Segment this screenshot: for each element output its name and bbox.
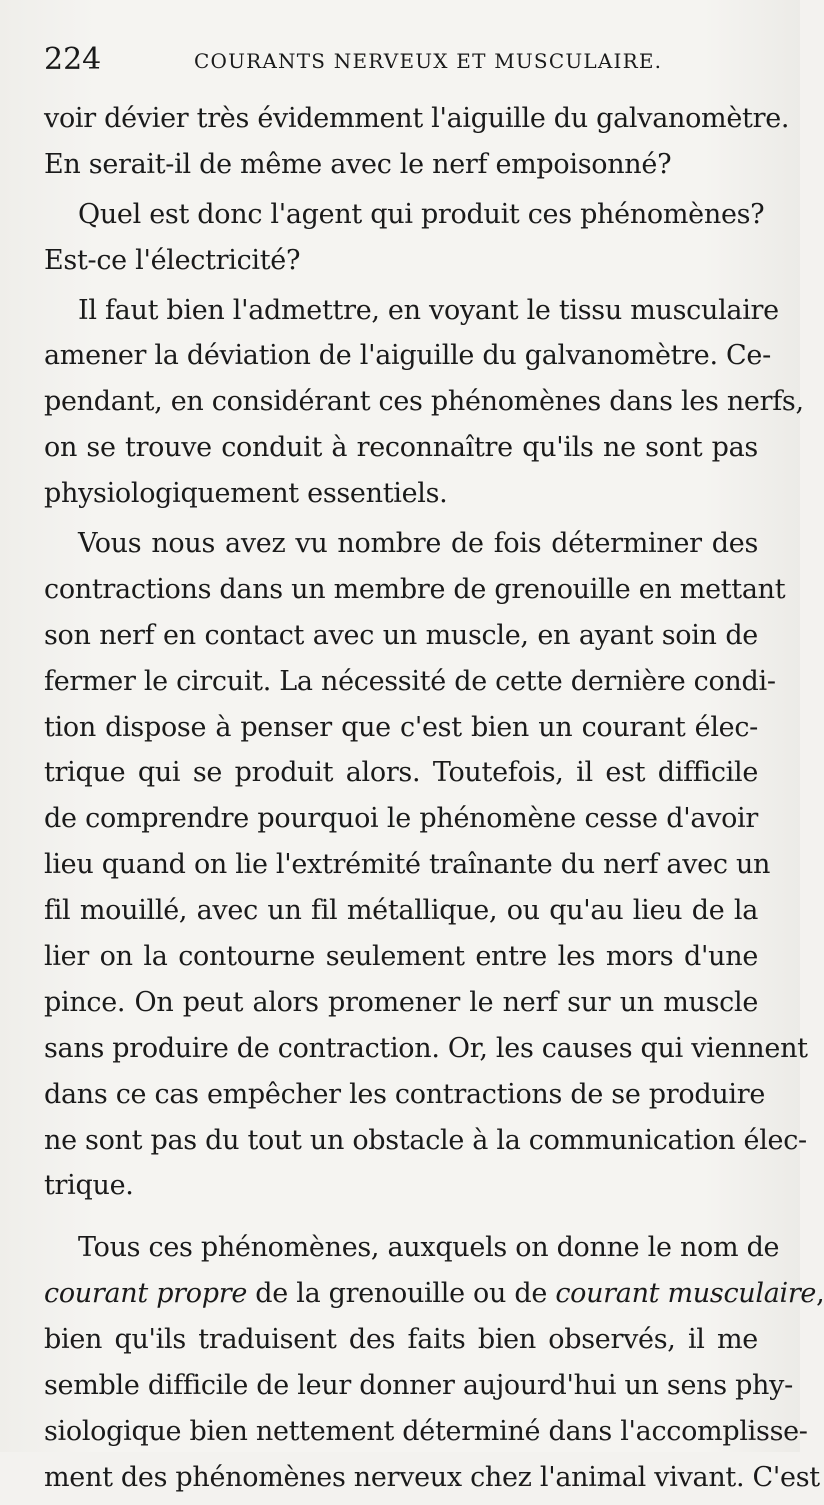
text-line: amener la déviation de l'aiguille du galvanomètre. Ce-	[44, 340, 771, 372]
italic-term: courant musculaire	[555, 1278, 817, 1310]
paragraph	[44, 521, 808, 1209]
page-number: 224	[44, 42, 102, 77]
text-line: dans ce cas empêcher les contractions de se produire	[44, 1078, 766, 1110]
text-line: sans produire de contraction. Or, les causes qui viennent	[44, 1032, 808, 1064]
text-line: Il faut bien l'admettre, en voyant le tissu musculaire	[78, 294, 779, 326]
text-line: Vous nous avez vu nombre de fois déterminer des	[78, 528, 758, 560]
text-line: En serait-il de même avec le nerf empoisonné?	[44, 148, 672, 180]
text-line: trique qui se produit alors. Toutefois, il est difficile	[44, 757, 758, 789]
text-line: pince. On peut alors promener le nerf sur un muscle	[44, 986, 758, 1018]
running-head: COURANTS NERVEUX ET MUSCULAIRE.	[194, 49, 663, 73]
text-line: fil mouillé, avec un fil métallique, ou qu'au lieu de la	[44, 895, 758, 927]
paragraph	[44, 288, 804, 517]
text-line	[44, 1271, 824, 1317]
text-line: tion dispose à penser que c'est bien un courant élec-	[44, 711, 758, 743]
text-line: lieu quand on lie l'extrémité traînante du nerf avec un	[44, 849, 771, 881]
text-span: ,	[816, 1278, 824, 1310]
text-line: bien qu'ils traduisent des faits bien observés, il me	[44, 1324, 758, 1356]
paragraph	[44, 1225, 824, 1500]
paragraph	[44, 96, 790, 188]
text-line: ne sont pas du tout un obstacle à la communication élec-	[44, 1124, 807, 1156]
text-line: Est-ce l'électricité?	[44, 244, 301, 276]
text-line: son nerf en contact avec un muscle, en ayant soin de	[44, 619, 758, 651]
text-span: de la grenouille ou de	[247, 1278, 556, 1310]
text-line: lier on la contourne seulement entre les mors d'une	[44, 941, 758, 973]
text-line: fermer le circuit. La nécessité de cette dernière condi-	[44, 665, 776, 697]
text-line: de comprendre pourquoi le phénomène cesse d'avoir	[44, 803, 758, 835]
italic-term: courant propre	[44, 1278, 248, 1310]
text-line: physiologiquement essentiels.	[44, 478, 448, 510]
page-header	[44, 40, 756, 80]
text-line: contractions dans un membre de grenouille en mettant	[44, 573, 786, 605]
text-line: semble difficile de leur donner aujourd'hui un sens phy-	[44, 1370, 793, 1402]
paragraph	[44, 192, 765, 284]
body-text	[44, 96, 824, 1505]
text-line: Quel est donc l'agent qui produit ces phénomènes?	[78, 198, 765, 230]
text-line: pendant, en considérant ces phénomènes dans les nerfs,	[44, 386, 804, 418]
text-line: trique.	[44, 1170, 134, 1202]
text-line: voir dévier très évidemment l'aiguille du galvanomètre.	[44, 103, 790, 134]
text-line: ment des phénomènes nerveux chez l'animal vivant. C'est	[44, 1461, 820, 1493]
text-line: siologique bien nettement déterminé dans l'accomplisse-	[44, 1415, 808, 1447]
text-line: on se trouve conduit à reconnaître qu'ils ne sont pas	[44, 432, 758, 464]
text-line: Tous ces phénomènes, auxquels on donne le nom de	[78, 1232, 780, 1264]
